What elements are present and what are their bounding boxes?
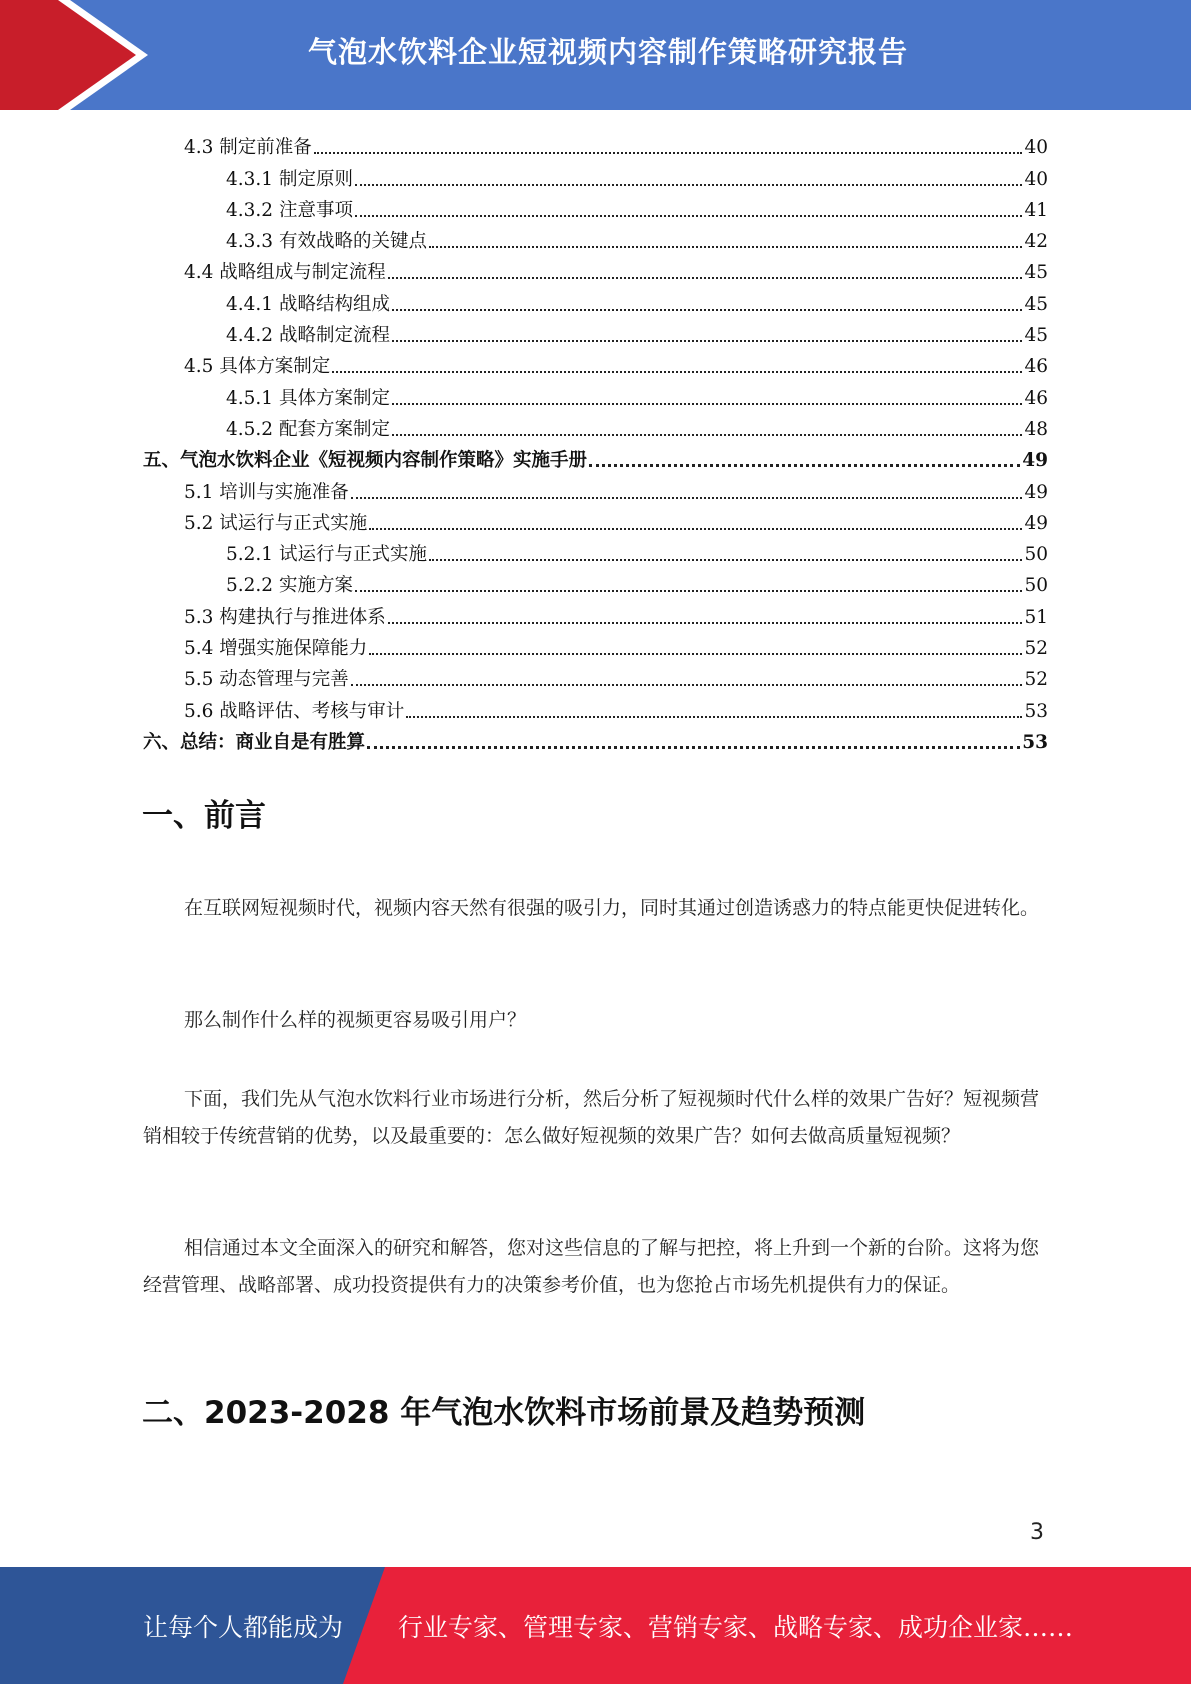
preface-paragraph-2: 那么制作什么样的视频更容易吸引用户？ bbox=[184, 1009, 527, 1031]
toc-entry-page: 45 bbox=[1024, 293, 1048, 315]
toc-entry[interactable] bbox=[143, 441, 1048, 472]
toc-entry-page: 42 bbox=[1024, 231, 1048, 253]
toc-dot-leader bbox=[367, 746, 1020, 749]
toc-entry[interactable] bbox=[143, 159, 1048, 190]
page-footer bbox=[0, 1567, 1191, 1684]
toc-entry-page: 52 bbox=[1024, 638, 1048, 660]
toc-dot-leader bbox=[392, 403, 1022, 405]
toc-entry-label: 4.3.1 制定原则 bbox=[226, 168, 353, 190]
toc-entry[interactable] bbox=[143, 191, 1048, 222]
toc-entry-label: 4.5 具体方案制定 bbox=[184, 356, 331, 378]
toc-entry[interactable] bbox=[143, 660, 1048, 691]
toc-entry-label: 5.4 增强实施保障能力 bbox=[184, 638, 368, 660]
toc-entry[interactable] bbox=[143, 504, 1048, 535]
toc-entry[interactable] bbox=[143, 347, 1048, 378]
toc-entry-label: 4.4.1 战略结构组成 bbox=[226, 293, 390, 315]
page-header bbox=[0, 0, 1191, 110]
toc-entry-page: 50 bbox=[1024, 544, 1048, 566]
preface-paragraph-3: 下面，我们先从气泡水饮料行业市场进行分析，然后分析了短视频时代什么样的效果广告好？短视频营销相较于传统营销的优势，以及最重要的：怎么做好短视频的效果广告？如何去做高质量短视频？ bbox=[143, 1088, 1040, 1147]
toc-dot-leader bbox=[589, 464, 1020, 467]
toc-entry[interactable] bbox=[143, 284, 1048, 315]
preface-paragraph-1: 在互联网短视频时代，视频内容天然有很强的吸引力，同时其通过创造诱惑力的特点能更快促进转化。 bbox=[184, 897, 1040, 919]
toc-entry[interactable] bbox=[143, 253, 1048, 284]
toc-entry-label: 5.1 培训与实施准备 bbox=[184, 481, 349, 503]
page-number: 3 bbox=[1030, 1520, 1044, 1545]
toc-entry-label: 4.3.2 注意事项 bbox=[226, 199, 353, 221]
toc-entry-label: 5.5 动态管理与完善 bbox=[184, 669, 349, 691]
toc-entry-label: 4.5.2 配套方案制定 bbox=[226, 418, 390, 440]
toc-entry[interactable] bbox=[143, 691, 1048, 722]
toc-entry-label: 4.4 战略组成与制定流程 bbox=[184, 262, 386, 284]
table-of-contents bbox=[143, 128, 1048, 754]
toc-entry-page: 45 bbox=[1024, 325, 1048, 347]
toc-dot-leader bbox=[388, 622, 1023, 624]
toc-entry[interactable] bbox=[143, 378, 1048, 409]
toc-dot-leader bbox=[392, 309, 1022, 311]
toc-entry-label: 五、气泡水饮料企业《短视频内容制作策略》实施手册 bbox=[143, 450, 588, 472]
toc-dot-leader bbox=[351, 497, 1023, 499]
toc-entry[interactable] bbox=[143, 316, 1048, 347]
toc-dot-leader bbox=[355, 590, 1023, 592]
toc-entry-page: 51 bbox=[1024, 606, 1048, 628]
report-title: 气泡水饮料企业短视频内容制作策略研究报告 bbox=[307, 34, 908, 69]
toc-dot-leader bbox=[332, 371, 1022, 373]
toc-dot-leader bbox=[429, 246, 1022, 248]
toc-entry-label: 4.5.1 具体方案制定 bbox=[226, 387, 390, 409]
footer-slogan-left: 让每个人都能成为 bbox=[143, 1612, 344, 1642]
toc-entry-page: 48 bbox=[1024, 418, 1048, 440]
toc-entry-page: 49 bbox=[1022, 450, 1048, 472]
toc-dot-leader bbox=[388, 277, 1023, 279]
toc-dot-leader bbox=[355, 215, 1023, 217]
toc-entry-page: 52 bbox=[1024, 669, 1048, 691]
toc-entry-label: 4.4.2 战略制定流程 bbox=[226, 325, 390, 347]
toc-entry-label: 5.6 战略评估、考核与审计 bbox=[184, 700, 405, 722]
toc-dot-leader bbox=[429, 559, 1022, 561]
toc-dot-leader bbox=[314, 152, 1023, 154]
toc-dot-leader bbox=[351, 684, 1023, 686]
toc-dot-leader bbox=[406, 716, 1022, 718]
toc-entry[interactable] bbox=[143, 222, 1048, 253]
toc-entry-page: 50 bbox=[1024, 575, 1048, 597]
toc-entry-page: 53 bbox=[1024, 700, 1048, 722]
toc-entry-label: 4.3 制定前准备 bbox=[184, 137, 312, 159]
toc-entry-label: 5.2.1 试运行与正式实施 bbox=[226, 544, 427, 566]
toc-entry-label: 4.3.3 有效战略的关键点 bbox=[226, 231, 427, 253]
toc-entry-page: 40 bbox=[1024, 137, 1048, 159]
toc-entry-page: 40 bbox=[1024, 168, 1048, 190]
toc-dot-leader bbox=[355, 184, 1023, 186]
toc-entry-page: 45 bbox=[1024, 262, 1048, 284]
toc-entry[interactable] bbox=[143, 597, 1048, 628]
toc-entry[interactable] bbox=[143, 535, 1048, 566]
toc-entry-label: 六、总结：商业自是有胜算 bbox=[143, 731, 366, 753]
toc-entry-page: 46 bbox=[1024, 387, 1048, 409]
preface-paragraph-4: 相信通过本文全面深入的研究和解答，您对这些信息的了解与把控，将上升到一个新的台阶。这将为您经营管理、战略部署、成功投资提供有力的决策参考价值，也为您抢占市场先机提供有力的保证。 bbox=[143, 1237, 1040, 1296]
toc-entry-label: 5.2 试运行与正式实施 bbox=[184, 512, 368, 534]
footer-slogan-right: 行业专家、管理专家、营销专家、战略专家、成功企业家…… bbox=[398, 1612, 1074, 1642]
section-heading-market-forecast: 二、2023-2028 年气泡水饮料市场前景及趋势预测 bbox=[142, 1395, 866, 1431]
toc-entry[interactable] bbox=[143, 410, 1048, 441]
toc-dot-leader bbox=[369, 653, 1022, 655]
toc-entry[interactable] bbox=[143, 472, 1048, 503]
toc-entry-page: 41 bbox=[1024, 199, 1048, 221]
toc-entry-label: 5.3 构建执行与推进体系 bbox=[184, 606, 386, 628]
toc-dot-leader bbox=[392, 434, 1022, 436]
toc-dot-leader bbox=[392, 340, 1022, 342]
toc-entry-page: 46 bbox=[1024, 356, 1048, 378]
toc-entry[interactable] bbox=[143, 566, 1048, 597]
toc-entry-page: 49 bbox=[1024, 481, 1048, 503]
toc-entry[interactable] bbox=[143, 629, 1048, 660]
toc-entry-page: 49 bbox=[1024, 512, 1048, 534]
toc-entry[interactable] bbox=[143, 128, 1048, 159]
toc-entry[interactable] bbox=[143, 723, 1048, 754]
toc-dot-leader bbox=[369, 528, 1022, 530]
toc-entry-label: 5.2.2 实施方案 bbox=[226, 575, 353, 597]
section-heading-preface: 一、前言 bbox=[142, 798, 266, 834]
toc-entry-page: 53 bbox=[1022, 731, 1048, 753]
